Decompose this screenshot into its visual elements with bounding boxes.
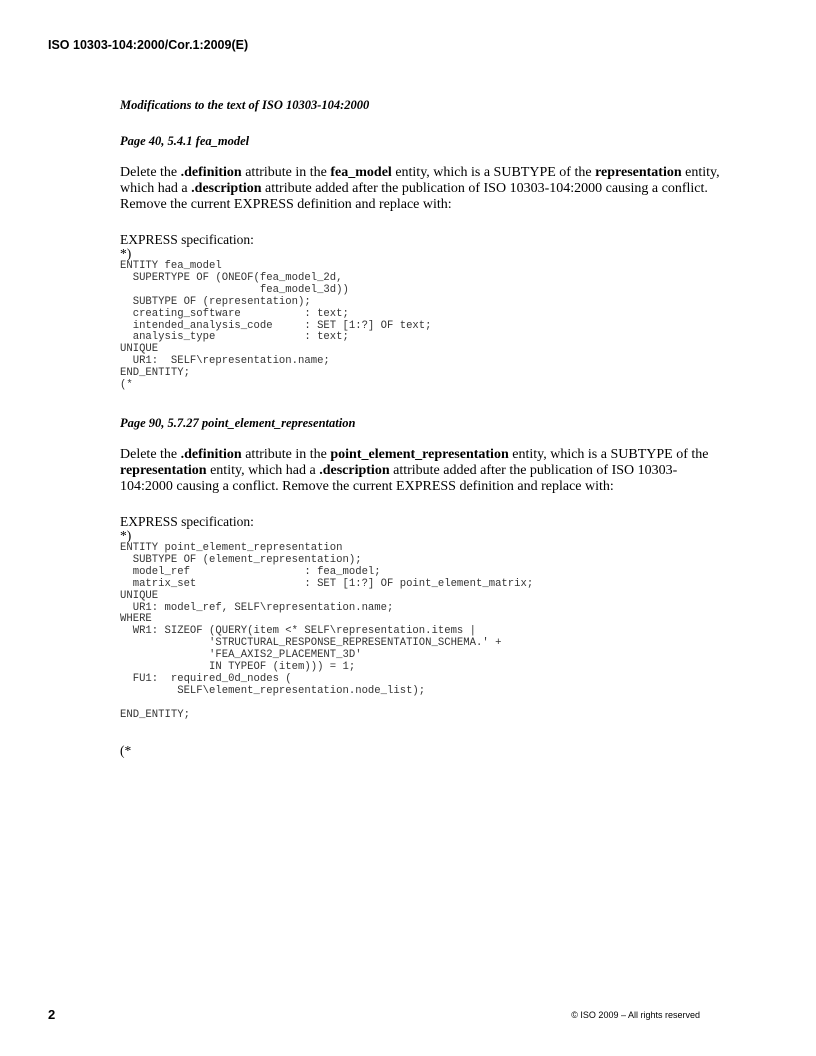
express-code-point-element: ENTITY point_element_representation SUBTYPE OF (element_representation); model_ref : fea_model; matrix_set : SET [1:?] OF point_element_matrix; UNIQUE UR1: model_ref, SELF\representation.name; WHERE WR1: SIZEOF (QUERY(item <* SELF\representation.items | 'STRUCTURAL_RESPONSE_REPRESENTATION_SCHEMA.' + 'FEA_AXIS2_PLACEMENT_3D' IN TYPEOF (item))) = 1; FU1: required_0d_nodes ( SELF\element_representation.node_list); END_ENTITY; xyxy=(120,541,534,721)
modifications-title: Modifications to the text of ISO 10303-104:2000 xyxy=(120,98,370,112)
text-run: entity, which had a xyxy=(120,165,720,196)
bold-term: point_element_representation xyxy=(330,446,509,462)
bold-term: .definition xyxy=(180,446,242,462)
text-run: attribute in the xyxy=(241,165,331,180)
bold-term: representation xyxy=(120,462,207,478)
section-heading-fea-model: Page 40, 5.4.1 fea_model xyxy=(120,134,250,148)
bold-term: fea_model xyxy=(330,165,392,180)
express-open-marker: *) xyxy=(120,246,132,261)
section-heading-point-element: Page 90, 5.7.27 point_element_representation xyxy=(120,415,356,430)
bold-term: .definition xyxy=(180,165,242,180)
express-code-fea-model: ENTITY fea_model SUPERTYPE OF (ONEOF(fea_model_2d, fea_model_3d)) SUBTYPE OF (representation); creating_software : text; intended_analysis_code : SET [1:?] OF text; analysis_type : text; UNIQUE UR1: SELF\representation.name; END_ENTITY; (* xyxy=(120,260,432,392)
express-spec-label: EXPRESS specification: xyxy=(120,232,254,247)
bold-term: .description xyxy=(319,462,390,478)
text-run: Delete the xyxy=(120,446,181,462)
document-body xyxy=(120,98,720,758)
text-run: entity, which is a SUBTYPE of the xyxy=(508,446,709,462)
section-paragraph-fea-model xyxy=(120,165,720,213)
copyright-notice: © ISO 2009 – All rights reserved xyxy=(571,1010,700,1020)
text-run: attribute added after the publication of ISO 10303-104:2000 causing a conflict. Remove the current EXPRESS definition and replace with: xyxy=(120,181,708,212)
bold-term: representation xyxy=(595,165,682,180)
express-close-marker: (* xyxy=(120,742,132,758)
text-run: attribute added after the publication of ISO 10303-104:2000 causing a conflict. Remove the current EXPRESS definition and replace with: xyxy=(120,462,678,494)
express-open-marker: *) xyxy=(120,527,132,543)
document-id-header: ISO 10303-104:2000/Cor.1:2009(E) xyxy=(48,38,249,52)
text-run: entity, which had a xyxy=(206,462,320,478)
bold-term: .description xyxy=(191,181,262,196)
page-number: 2 xyxy=(48,1007,56,1022)
section-paragraph-point-element xyxy=(120,447,720,495)
express-spec-label: EXPRESS specification: xyxy=(120,513,254,529)
text-run: attribute in the xyxy=(241,446,331,462)
text-run: Delete the xyxy=(120,165,181,180)
text-run: entity, which is a SUBTYPE of the xyxy=(391,165,596,180)
